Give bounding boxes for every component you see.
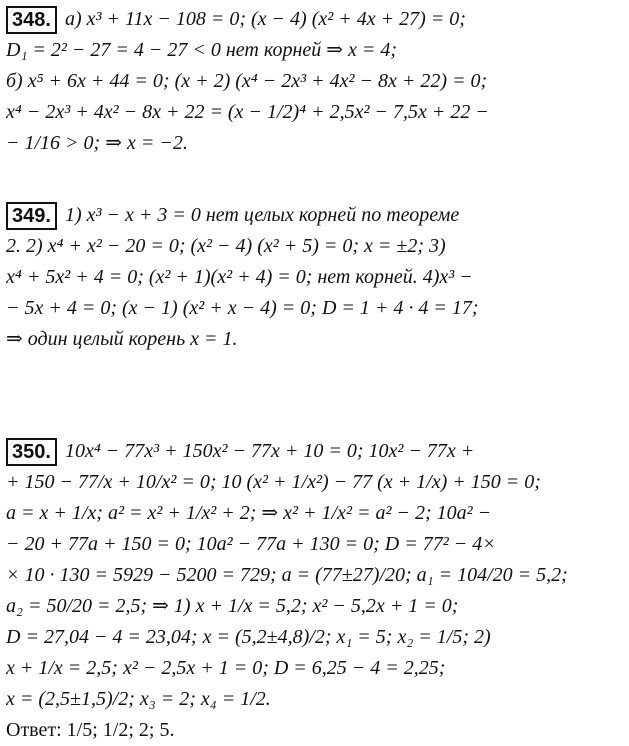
solution-line <box>6 200 624 231</box>
solution-line <box>6 35 624 66</box>
line-text: x + 1/x = 2,5; x² − 2,5x + 1 = 0; D = 6,25 − 4 = 2,25; <box>6 657 446 679</box>
line-text: − 20 + 77a + 150 = 0; 10a² − 77a + 130 = 0; D = 77² − 4× <box>6 533 496 555</box>
line-text: − 1/16 > 0; ⇒ x = −2. <box>6 132 188 154</box>
line-text: ⇒ один целый корень x = 1. <box>6 328 238 350</box>
solution-line <box>6 560 624 591</box>
line-text: D₁ = 2² − 27 = 4 − 27 < 0 нет корней ⇒ x = 4; <box>6 39 398 61</box>
line-text: 10x⁴ − 77x³ + 150x² − 77x + 10 = 0; 10x² − 77x + <box>64 440 475 462</box>
line-text: + 150 − 77/x + 10/x² = 0; 10 (x² + 1/x²) − 77 (x + 1/x) + 150 = 0; <box>6 471 541 493</box>
solution-line <box>6 66 624 97</box>
line-text: x⁴ − 2x³ + 4x² − 8x + 22 = (x − 1/2)⁴ + 2,5x² − 7,5x + 22 − <box>6 101 489 123</box>
line-text: б) x⁵ + 6x + 44 = 0; (x + 2) (x⁴ − 2x³ + 4x² − 8x + 22) = 0; <box>6 70 488 92</box>
solution-line <box>6 622 624 653</box>
problem-number: 350. <box>6 438 57 466</box>
line-text: × 10 · 130 = 5929 − 5200 = 729; a = (77±27)/20; a₁ = 104/20 = 5,2; <box>6 564 568 586</box>
answer-text: Ответ: 1/5; 1/2; 2; 5. <box>6 719 175 741</box>
solution-line <box>6 262 624 293</box>
answer-line <box>6 715 624 746</box>
problem-349 <box>6 200 624 355</box>
solution-line <box>6 653 624 684</box>
solution-line <box>6 231 624 262</box>
problem-number: 349. <box>6 202 57 230</box>
line-text: a = x + 1/x; a² = x² + 1/x² + 2; ⇒ x² + 1/x² = a² − 2; 10a² − <box>6 502 492 524</box>
line-text: а) x³ + 11x − 108 = 0; (x − 4) (x² + 4x + 27) = 0; <box>64 8 466 30</box>
problem-348 <box>6 4 624 159</box>
solution-line <box>6 467 624 498</box>
solution-line <box>6 591 624 622</box>
line-text: 2. 2) x⁴ + x² − 20 = 0; (x² − 4) (x² + 5) = 0; x = ±2; 3) <box>6 235 446 257</box>
line-text: − 5x + 4 = 0; (x − 1) (x² + x − 4) = 0; D = 1 + 4 · 4 = 17; <box>6 297 479 319</box>
solution-line <box>6 97 624 128</box>
line-text: D = 27,04 − 4 = 23,04; x = (5,2±4,8)/2; x₁ = 5; x₂ = 1/5; 2) <box>6 626 491 648</box>
solution-line <box>6 293 624 324</box>
solution-line <box>6 684 624 715</box>
solution-line <box>6 498 624 529</box>
line-text: a₂ = 50/20 = 2,5; ⇒ 1) x + 1/x = 5,2; x² − 5,2x + 1 = 0; <box>6 595 459 617</box>
line-text: x = (2,5±1,5)/2; x₃ = 2; x₄ = 1/2. <box>6 688 271 710</box>
line-text: x⁴ + 5x² + 4 = 0; (x² + 1)(x² + 4) = 0; нет корней. 4)x³ − <box>6 266 473 288</box>
problem-number: 348. <box>6 6 57 34</box>
solution-line <box>6 128 624 159</box>
solution-line <box>6 436 624 467</box>
solution-line <box>6 4 624 35</box>
problem-350 <box>6 436 624 746</box>
line-text: 1) x³ − x + 3 = 0 нет целых корней по теореме <box>64 204 460 226</box>
solution-line <box>6 529 624 560</box>
solution-line <box>6 324 624 355</box>
